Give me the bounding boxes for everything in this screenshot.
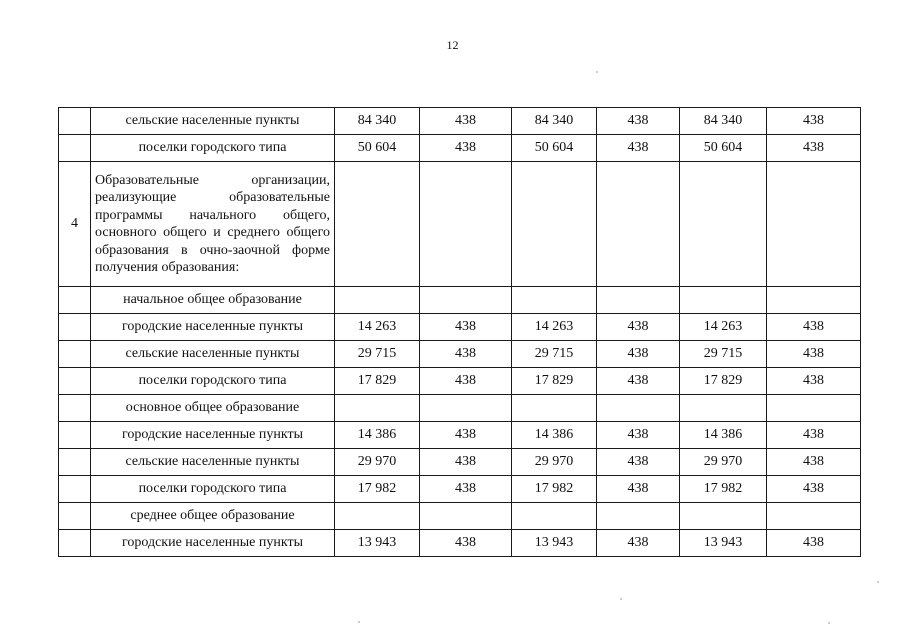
value-cell [335,162,420,287]
value-cell: 438 [420,476,512,503]
value-cell: 438 [597,341,680,368]
row-number [59,287,91,314]
value-cell: 50 604 [680,135,767,162]
value-cell: 438 [420,449,512,476]
value-cell: 438 [597,449,680,476]
value-cell: 438 [420,341,512,368]
value-cell: 13 943 [680,530,767,557]
value-cell: 438 [767,135,861,162]
row-number [59,395,91,422]
value-cell: 438 [767,341,861,368]
table-row [59,422,861,449]
value-cell: 14 263 [680,314,767,341]
value-cell [680,287,767,314]
row-number [59,314,91,341]
table-row [59,395,861,422]
row-name: поселки городского типа [91,135,335,162]
value-cell: 438 [767,314,861,341]
value-cell: 438 [767,368,861,395]
value-cell: 438 [767,476,861,503]
value-cell: 29 970 [512,449,597,476]
table-row [59,530,861,557]
table-row [59,135,861,162]
table-row [59,108,861,135]
value-cell: 14 386 [680,422,767,449]
value-cell [680,162,767,287]
value-cell: 438 [420,108,512,135]
row-number [59,476,91,503]
row-name: основное общее образование [91,395,335,422]
value-cell [597,395,680,422]
row-name: поселки городского типа [91,476,335,503]
table-row [59,287,861,314]
row-number [59,422,91,449]
value-cell: 17 982 [335,476,420,503]
value-cell: 438 [597,476,680,503]
row-name: сельские населенные пункты [91,341,335,368]
value-cell: 438 [597,135,680,162]
value-cell: 17 982 [680,476,767,503]
data-table [58,107,861,557]
table-row [59,476,861,503]
row-name: Образовательные организации, реализующие образовательные программы начального общего, основного общего и среднего общего образования в очно-заочной форме получения образования: [91,162,335,287]
value-cell: 13 943 [512,530,597,557]
value-cell [597,162,680,287]
value-cell: 17 829 [512,368,597,395]
row-name: поселки городского типа [91,368,335,395]
value-cell: 50 604 [512,135,597,162]
value-cell: 438 [420,530,512,557]
scan-speck [620,598,622,600]
value-cell [767,395,861,422]
value-cell [767,287,861,314]
value-cell [335,287,420,314]
table-row [59,368,861,395]
scan-speck [358,621,360,623]
value-cell: 438 [597,108,680,135]
value-cell [512,395,597,422]
page-number: 12 [446,38,459,52]
scan-speck [828,622,830,624]
value-cell: 438 [420,422,512,449]
scan-speck [596,71,598,73]
value-cell: 14 386 [512,422,597,449]
value-cell [512,287,597,314]
row-number [59,341,91,368]
value-cell: 17 829 [335,368,420,395]
row-number [59,503,91,530]
value-cell: 29 970 [335,449,420,476]
row-name: сельские населенные пункты [91,108,335,135]
value-cell: 13 943 [335,530,420,557]
value-cell: 438 [597,422,680,449]
value-cell: 438 [767,108,861,135]
value-cell [420,395,512,422]
value-cell: 84 340 [512,108,597,135]
table-row [59,341,861,368]
value-cell [680,503,767,530]
value-cell: 14 386 [335,422,420,449]
value-cell [335,395,420,422]
value-cell: 84 340 [680,108,767,135]
value-cell: 438 [767,449,861,476]
value-cell: 29 715 [335,341,420,368]
value-cell [420,162,512,287]
row-name: начальное общее образование [91,287,335,314]
row-name: городские населенные пункты [91,530,335,557]
value-cell [767,162,861,287]
row-number: 4 [59,162,91,287]
value-cell [512,503,597,530]
value-cell [767,503,861,530]
value-cell [680,395,767,422]
value-cell: 438 [767,530,861,557]
value-cell: 438 [597,368,680,395]
table-row [59,503,861,530]
value-cell [512,162,597,287]
scan-speck [877,581,879,583]
value-cell: 50 604 [335,135,420,162]
value-cell: 17 829 [680,368,767,395]
value-cell: 29 715 [512,341,597,368]
row-number [59,368,91,395]
table-row [59,162,861,287]
value-cell: 29 715 [680,341,767,368]
row-name: городские населенные пункты [91,314,335,341]
row-number [59,108,91,135]
value-cell: 438 [597,314,680,341]
table-row [59,314,861,341]
value-cell: 438 [767,422,861,449]
row-name: среднее общее образование [91,503,335,530]
value-cell: 29 970 [680,449,767,476]
value-cell: 438 [420,368,512,395]
row-number [59,449,91,476]
value-cell: 438 [420,314,512,341]
value-cell: 17 982 [512,476,597,503]
value-cell [420,503,512,530]
value-cell [597,503,680,530]
value-cell [420,287,512,314]
row-number [59,135,91,162]
value-cell [597,287,680,314]
value-cell: 14 263 [335,314,420,341]
row-name: городские населенные пункты [91,422,335,449]
row-name: сельские населенные пункты [91,449,335,476]
row-number [59,530,91,557]
value-cell [335,503,420,530]
value-cell: 84 340 [335,108,420,135]
value-cell: 14 263 [512,314,597,341]
table-row [59,449,861,476]
value-cell: 438 [420,135,512,162]
value-cell: 438 [597,530,680,557]
